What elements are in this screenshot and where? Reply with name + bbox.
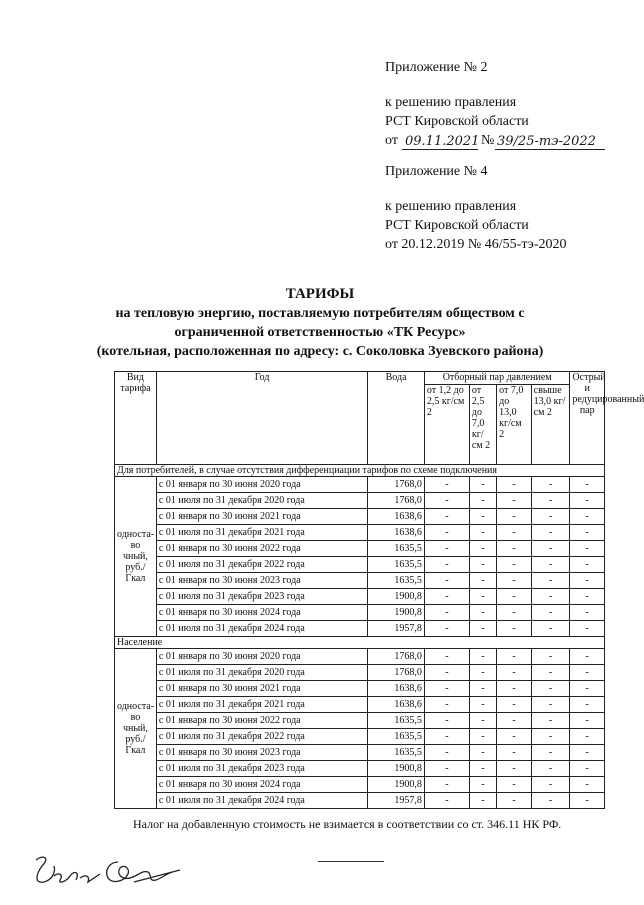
header-steam-2: от 2,5 до 7,0 кг/см 2: [469, 385, 496, 465]
steam-2-value: -: [469, 573, 496, 589]
steam-4-value: -: [531, 605, 570, 621]
tariff-kind-label: одноставо: [117, 529, 155, 551]
document-subtitle-line1: на тепловую энергию, поставляемую потребителям обществом с: [115, 306, 525, 321]
steam-3-value: -: [497, 777, 532, 793]
steam-1-value: -: [424, 509, 469, 525]
steam-3-value: -: [497, 525, 532, 541]
appendix-2-title: Приложение № 2: [385, 60, 488, 75]
steam-2-value: -: [469, 621, 496, 637]
steam-2-value: -: [469, 729, 496, 745]
tariff-kind-label: руб./Гкал: [125, 734, 146, 756]
table-body: [115, 465, 605, 809]
sharp-steam-value: -: [570, 557, 605, 573]
tariff-kind-cell: [115, 649, 157, 809]
steam-1-value: -: [424, 713, 469, 729]
appendix-4-title: Приложение № 4: [385, 164, 488, 179]
appendix-4-ref: к решению правления: [385, 199, 517, 214]
handwritten-signature: [30, 852, 190, 892]
appendix-4-date-line: от 20.12.2019 № 46/55-тэ-2020: [385, 237, 567, 252]
table-row: [115, 477, 605, 493]
steam-1-value: -: [424, 745, 469, 761]
sharp-steam-value: -: [570, 761, 605, 777]
appendix-2-ref: к решению правления: [385, 95, 517, 110]
period-cell: с 01 января по 30 июня 2024 года: [156, 605, 367, 621]
steam-2-value: -: [469, 589, 496, 605]
steam-2-value: -: [469, 649, 496, 665]
sharp-steam-value: -: [570, 745, 605, 761]
period-cell: с 01 июля по 31 декабря 2022 года: [156, 557, 367, 573]
steam-1-value: -: [424, 589, 469, 605]
steam-3-value: -: [497, 477, 532, 493]
sharp-steam-value: -: [570, 681, 605, 697]
table-row: [115, 665, 605, 681]
period-cell: с 01 января по 30 июня 2020 года: [156, 477, 367, 493]
tariff-kind-label: одноставо: [117, 701, 155, 723]
steam-3-value: -: [497, 745, 532, 761]
steam-2-value: -: [469, 477, 496, 493]
steam-1-value: -: [424, 681, 469, 697]
sharp-steam-value: -: [570, 649, 605, 665]
header-sharp-steam: Острый и редуцированный пар: [570, 372, 605, 465]
document-subtitle-line3: (котельная, расположенная по адресу: с. Соколовка Зуевского района): [96, 344, 544, 359]
steam-4-value: -: [531, 621, 570, 637]
water-value: 1638,6: [368, 697, 425, 713]
table-row: [115, 557, 605, 573]
sharp-steam-value: -: [570, 477, 605, 493]
sharp-steam-value: -: [570, 621, 605, 637]
document-subtitle-line2: ограниченной ответственностью «ТК Ресурс»: [174, 325, 466, 340]
vat-note: Налог на добавленную стоимость не взимается в соответствии со ст. 346.11 НК РФ.: [133, 817, 562, 831]
table-row: [115, 761, 605, 777]
steam-4-value: -: [531, 589, 570, 605]
steam-2-value: -: [469, 525, 496, 541]
header-steam-3: от 7,0 до 13,0 кг/см 2: [497, 385, 532, 465]
appendix-2-prefix: от: [385, 133, 398, 148]
sharp-steam-value: -: [570, 729, 605, 745]
steam-3-value: -: [497, 557, 532, 573]
steam-2-value: -: [469, 541, 496, 557]
steam-1-value: -: [424, 665, 469, 681]
steam-3-value: -: [497, 541, 532, 557]
table-row: [115, 509, 605, 525]
water-value: 1635,5: [368, 745, 425, 761]
steam-3-value: -: [497, 605, 532, 621]
table-row: [115, 605, 605, 621]
period-cell: с 01 января по 30 июня 2021 года: [156, 509, 367, 525]
water-value: 1900,8: [368, 777, 425, 793]
table-row: [115, 541, 605, 557]
steam-4-value: -: [531, 793, 570, 809]
table-row: [115, 681, 605, 697]
steam-4-value: -: [531, 745, 570, 761]
appendix-2-date: 09.11.2021: [405, 134, 480, 149]
steam-2-value: -: [469, 557, 496, 573]
sharp-steam-value: -: [570, 509, 605, 525]
water-value: 1635,5: [368, 729, 425, 745]
sharp-steam-value: -: [570, 777, 605, 793]
water-value: 1900,8: [368, 605, 425, 621]
period-cell: с 01 июля по 31 декабря 2022 года: [156, 729, 367, 745]
steam-3-value: -: [497, 713, 532, 729]
steam-2-value: -: [469, 745, 496, 761]
steam-4-value: -: [531, 525, 570, 541]
water-value: 1768,0: [368, 477, 425, 493]
table-row: [115, 649, 605, 665]
period-cell: с 01 июля по 31 декабря 2023 года: [156, 589, 367, 605]
steam-3-value: -: [497, 509, 532, 525]
water-value: 1768,0: [368, 649, 425, 665]
steam-2-value: -: [469, 777, 496, 793]
period-cell: с 01 января по 30 июня 2022 года: [156, 713, 367, 729]
table-row: [115, 573, 605, 589]
section-title: Для потребителей, в случае отсутствия дифференциации тарифов по схеме подключения: [115, 465, 605, 477]
header-steam-4: свыше 13,0 кг/см 2: [531, 385, 570, 465]
table-row: [115, 729, 605, 745]
steam-1-value: -: [424, 493, 469, 509]
steam-4-value: -: [531, 477, 570, 493]
steam-3-value: -: [497, 493, 532, 509]
steam-1-value: -: [424, 761, 469, 777]
steam-1-value: -: [424, 777, 469, 793]
steam-2-value: -: [469, 713, 496, 729]
steam-1-value: -: [424, 541, 469, 557]
sharp-steam-value: -: [570, 665, 605, 681]
water-value: 1635,5: [368, 573, 425, 589]
steam-4-value: -: [531, 573, 570, 589]
sharp-steam-value: -: [570, 605, 605, 621]
period-cell: с 01 июля по 31 декабря 2023 года: [156, 761, 367, 777]
sharp-steam-value: -: [570, 697, 605, 713]
table-row: [115, 589, 605, 605]
steam-3-value: -: [497, 589, 532, 605]
steam-3-value: -: [497, 649, 532, 665]
appendix-2-number-prefix: №: [481, 133, 495, 148]
sharp-steam-value: -: [570, 793, 605, 809]
steam-2-value: -: [469, 793, 496, 809]
tariff-kind-label: чный,: [122, 723, 148, 734]
water-value: 1900,8: [368, 589, 425, 605]
sharp-steam-value: -: [570, 713, 605, 729]
header-kind: Вид тарифа: [115, 372, 157, 465]
section-header: [115, 465, 605, 477]
steam-3-value: -: [497, 729, 532, 745]
sharp-steam-value: -: [570, 493, 605, 509]
table-row: [115, 697, 605, 713]
steam-1-value: -: [424, 605, 469, 621]
steam-4-value: -: [531, 665, 570, 681]
period-cell: с 01 июля по 31 декабря 2020 года: [156, 493, 367, 509]
steam-4-value: -: [531, 729, 570, 745]
sharp-steam-value: -: [570, 589, 605, 605]
steam-1-value: -: [424, 729, 469, 745]
section-title: Население: [115, 637, 605, 649]
steam-1-value: -: [424, 649, 469, 665]
water-value: 1768,0: [368, 493, 425, 509]
steam-4-value: -: [531, 557, 570, 573]
table-header: [115, 372, 644, 465]
water-value: 1638,6: [368, 525, 425, 541]
period-cell: с 01 июля по 31 декабря 2020 года: [156, 665, 367, 681]
steam-2-value: -: [469, 509, 496, 525]
steam-3-value: -: [497, 793, 532, 809]
tariff-kind-label: чный,: [122, 551, 148, 562]
steam-1-value: -: [424, 697, 469, 713]
signature-line: [318, 861, 384, 862]
water-value: 1900,8: [368, 761, 425, 777]
header-steam-group: Отборный пар давлением: [424, 372, 570, 385]
steam-2-value: -: [469, 605, 496, 621]
table-row: [115, 493, 605, 509]
steam-3-value: -: [497, 761, 532, 777]
water-value: 1957,8: [368, 793, 425, 809]
sharp-steam-value: -: [570, 573, 605, 589]
steam-4-value: -: [531, 681, 570, 697]
section-header: [115, 637, 605, 649]
period-cell: с 01 января по 30 июня 2021 года: [156, 681, 367, 697]
period-cell: с 01 января по 30 июня 2020 года: [156, 649, 367, 665]
water-value: 1635,5: [368, 557, 425, 573]
water-value: 1957,8: [368, 621, 425, 637]
tariff-kind-label: руб./Гкал: [125, 562, 146, 584]
table-row: [115, 793, 605, 809]
steam-4-value: -: [531, 493, 570, 509]
document-title: ТАРИФЫ: [285, 286, 355, 302]
tariff-table: [114, 371, 644, 809]
table-row: [115, 525, 605, 541]
steam-4-value: -: [531, 541, 570, 557]
steam-4-value: -: [531, 761, 570, 777]
steam-4-value: -: [531, 713, 570, 729]
steam-1-value: -: [424, 557, 469, 573]
steam-4-value: -: [531, 697, 570, 713]
period-cell: с 01 июля по 31 декабря 2021 года: [156, 697, 367, 713]
steam-4-value: -: [531, 777, 570, 793]
steam-4-value: -: [531, 649, 570, 665]
steam-1-value: -: [424, 525, 469, 541]
steam-3-value: -: [497, 665, 532, 681]
steam-2-value: -: [469, 761, 496, 777]
steam-1-value: -: [424, 573, 469, 589]
header-year: Год: [156, 372, 367, 465]
steam-2-value: -: [469, 665, 496, 681]
steam-1-value: -: [424, 793, 469, 809]
period-cell: с 01 июля по 31 декабря 2021 года: [156, 525, 367, 541]
header-water: Вода: [368, 372, 425, 465]
appendix-2-org: РСТ Кировской области: [385, 114, 529, 129]
water-value: 1638,6: [368, 509, 425, 525]
steam-3-value: -: [497, 573, 532, 589]
appendix-4-org: РСТ Кировской области: [385, 218, 529, 233]
period-cell: с 01 января по 30 июня 2023 года: [156, 573, 367, 589]
water-value: 1635,5: [368, 713, 425, 729]
header-steam-1: от 1,2 до 2,5 кг/см 2: [424, 385, 469, 465]
sharp-steam-value: -: [570, 541, 605, 557]
appendix-2-number: 39/25-тэ-2022: [497, 134, 596, 149]
period-cell: с 01 июля по 31 декабря 2024 года: [156, 621, 367, 637]
steam-3-value: -: [497, 621, 532, 637]
tariff-kind-cell: [115, 477, 157, 637]
period-cell: с 01 июля по 31 декабря 2024 года: [156, 793, 367, 809]
sharp-steam-value: -: [570, 525, 605, 541]
steam-1-value: -: [424, 477, 469, 493]
steam-2-value: -: [469, 697, 496, 713]
period-cell: с 01 января по 30 июня 2024 года: [156, 777, 367, 793]
steam-3-value: -: [497, 681, 532, 697]
steam-3-value: -: [497, 697, 532, 713]
appendix-2-number-underline: [495, 149, 605, 150]
period-cell: с 01 января по 30 июня 2023 года: [156, 745, 367, 761]
steam-4-value: -: [531, 509, 570, 525]
steam-1-value: -: [424, 621, 469, 637]
table-row: [115, 777, 605, 793]
steam-2-value: -: [469, 493, 496, 509]
period-cell: с 01 января по 30 июня 2022 года: [156, 541, 367, 557]
table-row: [115, 621, 605, 637]
appendix-2-date-underline: [402, 149, 478, 150]
water-value: 1635,5: [368, 541, 425, 557]
water-value: 1768,0: [368, 665, 425, 681]
steam-2-value: -: [469, 681, 496, 697]
table-row: [115, 713, 605, 729]
water-value: 1638,6: [368, 681, 425, 697]
table-row: [115, 745, 605, 761]
